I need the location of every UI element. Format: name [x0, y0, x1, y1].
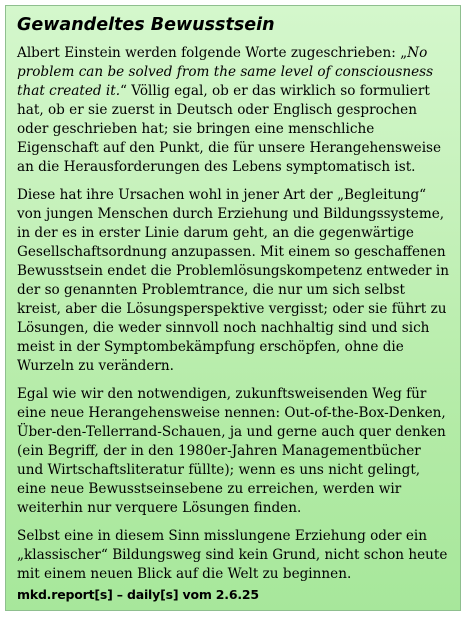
paragraph-1: [17, 44, 450, 177]
paragraph-1-rest: “ Völlig egal, ob er das wirklich so formuliert hat, ob er sie zuerst in Deutsch oder Englisch gesprochen oder geschrieben hat; sie bringen eine menschliche Eigenschaft auf den Punkt, die für unsere Herangehensweise an die Herausforderungen des Lebens symptomatisch ist.: [17, 83, 442, 175]
article-box: [5, 5, 461, 611]
article-title: Gewandeltes Bewusstsein: [17, 15, 275, 35]
paragraph-2: Diese hat ihre Ursachen wohl in jener Art der „Begleitung“ von jungen Menschen durch Erziehung und Bildungssysteme, in der es in erster Linie darum geht, an die gegenwärtige Gesellschaftsordnung anzupassen. Mit einem so geschaffenen Bewusstsein endet die Problemlösungskompetenz entweder in der so genannten Problemtrance, die nur um sich selbst kreist, aber die Lösungsperspektive vergisst; oder sie führt zu Lösungen, die weder sinnvoll noch nachhaltig sind und sich meist in der Symptombekämpfung erschöpfen, ohne die Wurzeln zu verändern.: [17, 187, 449, 374]
source-credit: mkd.report[s] – daily[s] vom 2.6.25: [17, 587, 259, 602]
paragraph-4: Selbst eine in diesem Sinn misslungene Erziehung oder ein „klassischer“ Bildungsweg sind kein Grund, nicht schon heute mit einem neuen Blick auf die Welt zu beginnen.: [17, 528, 448, 582]
paragraph-3: Egal wie wir den notwendigen, zukunftsweisenden Weg für eine neue Herangehensweise nennen: Out-of-the-Box-Denken, Über-den-Tellerrand-Schauen, ja und gerne auch quer denken (ein Begriff, der in den 1980er-Jahren Managementbücher und Wirtschaftsliteratur füllte); wenn es uns nicht gelingt, eine neue Bewusstseinsebene zu erreichen, werden wir weiterhin nur verquere Lösungen finden.: [17, 386, 446, 516]
einstein-quote: No problem can be solved from the same level of consciousness that created it.: [17, 45, 434, 99]
paragraph-1-intro: Albert Einstein werden folgende Worte zugeschrieben: „: [17, 45, 408, 61]
